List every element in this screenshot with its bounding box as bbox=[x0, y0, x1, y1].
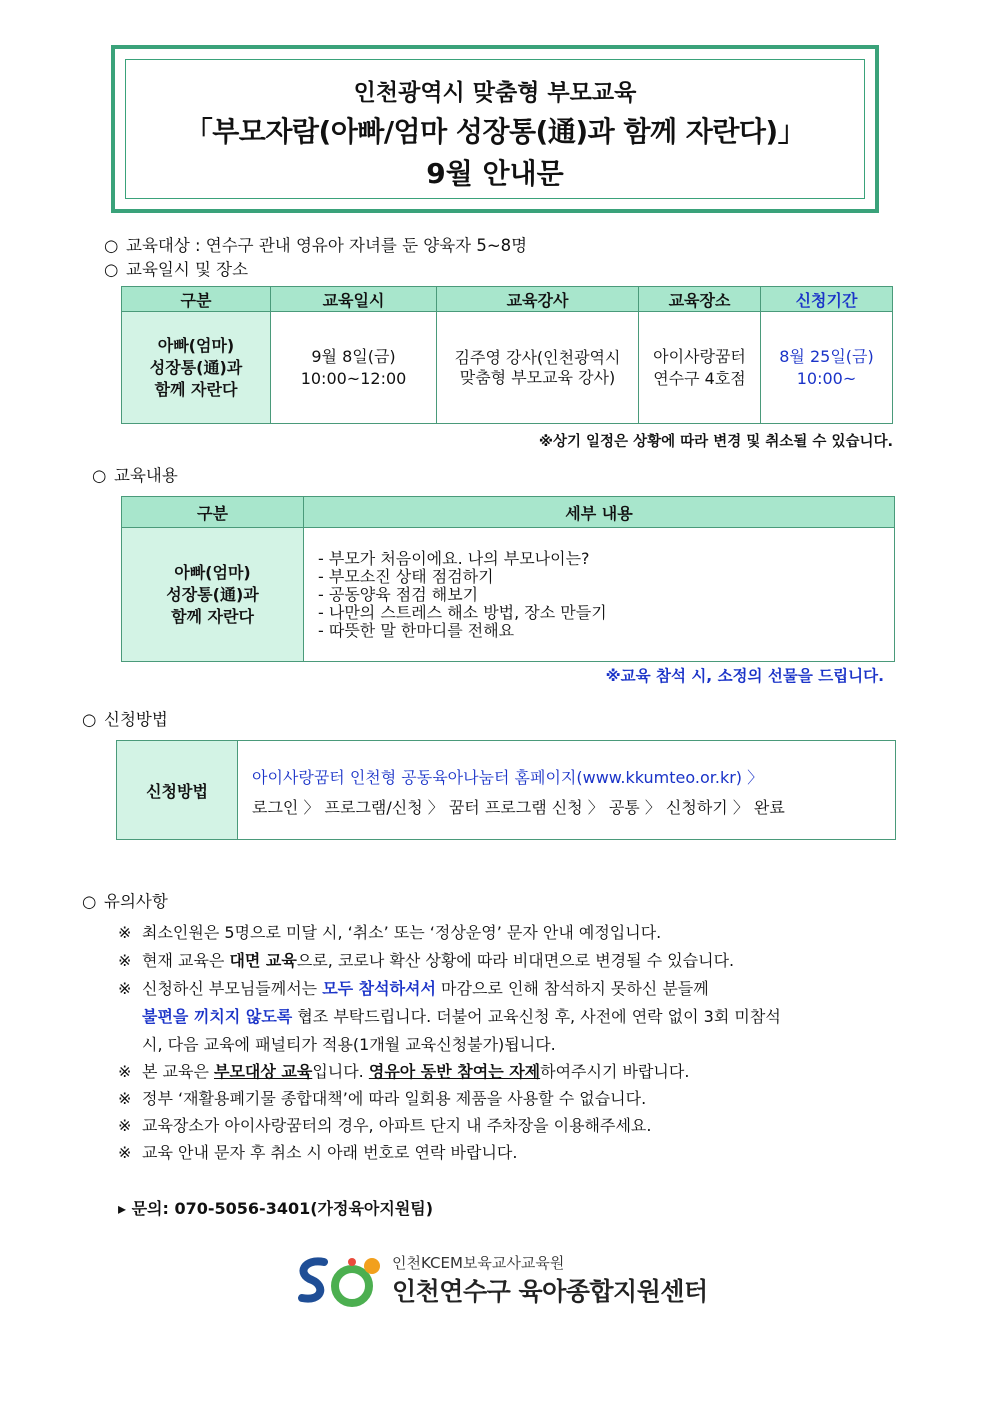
caution-item-3-cont: 불편을 끼치지 않도록 협조 부탁드립니다. 더불어 교육신청 후, 사전에 연락 없이 3회 미참석 bbox=[142, 1007, 781, 1026]
schedule-row bbox=[122, 312, 893, 424]
title-line-3: 9월 안내문 bbox=[426, 157, 564, 190]
header-category: 구분 bbox=[122, 287, 271, 312]
bullet-circle: ○ bbox=[92, 466, 107, 485]
contact-info: ▸ 문의: 070-5056-3401(가정육아지원팀) bbox=[118, 1199, 434, 1218]
title-inner-frame bbox=[125, 59, 865, 199]
content-item: - 따뜻한 말 한마디를 전해요 bbox=[318, 620, 515, 640]
content-row bbox=[122, 528, 895, 662]
logo-top-text: 인천KCEM보육교사교육원 bbox=[392, 1254, 565, 1272]
logo-mark-icon bbox=[294, 1252, 386, 1308]
content-heading: ○ 교육내용 bbox=[92, 466, 178, 485]
content-table bbox=[121, 496, 895, 662]
content-header-detail: 세부 내용 bbox=[304, 497, 895, 528]
caution-item-3: ※ 신청하신 부모님들께서는 모두 참석하셔서 마감으로 인해 참석하지 못하신 분들께 bbox=[118, 979, 709, 998]
caution-item-6: ※ 교육장소가 아이사랑꿈터의 경우, 아파트 단지 내 주차장을 이용해주세요. bbox=[118, 1116, 652, 1135]
content-header-row bbox=[122, 497, 895, 528]
apply-heading: ○ 신청방법 bbox=[82, 710, 168, 729]
content-item: - 부모가 처음이에요. 나의 부모나이는? bbox=[318, 548, 590, 568]
caution-heading: ○ 유의사항 bbox=[82, 892, 168, 911]
caution-item-1: ※ 최소인원은 5명으로 미달 시, ‘취소’ 또는 ‘정상운영’ 문자 안내 예정입니다. bbox=[118, 923, 662, 942]
title-box bbox=[111, 45, 879, 213]
apply-method-steps: 로그인 〉 프로그램/신청 〉 꿈터 프로그램 신청 〉 공통 〉 신청하기 〉 완료 bbox=[252, 798, 785, 817]
schedule-instructor-cell: 김주영 강사(인천광역시 맞춤형 부모교육 강사) bbox=[437, 312, 639, 424]
content-item: - 공동양육 점검 해보기 bbox=[318, 584, 479, 604]
title-line-2: 「부모자람(아빠/엄마 성장통(通)과 함께 자란다)」 bbox=[184, 115, 806, 148]
caution-item-2: ※ 현재 교육은 대면 교육으로, 코로나 확산 상황에 따라 비대면으로 변경될 수 있습니다. bbox=[118, 951, 735, 970]
content-header-category: 구분 bbox=[122, 497, 304, 528]
schedule-header-row bbox=[122, 287, 893, 312]
apply-method-link[interactable]: 아이사랑꿈터 인천형 공동육아나눔터 홈페이지(www.kkumteo.or.kr) 〉 bbox=[252, 768, 764, 787]
intro-target: ○ 교육대상 : 연수구 관내 영유아 자녀를 둔 양육자 5~8명 bbox=[104, 236, 528, 255]
apply-method-box bbox=[116, 740, 896, 840]
title-line-1: 인천광역시 맞춤형 부모교육 bbox=[353, 80, 637, 106]
schedule-table bbox=[121, 286, 893, 424]
content-item: - 부모소진 상태 점검하기 bbox=[318, 566, 494, 586]
schedule-apply-cell: 8월 25일(금) 10:00~ bbox=[761, 312, 893, 424]
header-apply-period: 신청기간 bbox=[761, 287, 893, 312]
schedule-place-cell: 아이사랑꿈터 연수구 4호점 bbox=[639, 312, 761, 424]
caution-item-5: ※ 정부 ‘재활용폐기물 종합대책’에 따라 일회용 제품을 사용할 수 없습니다. bbox=[118, 1089, 647, 1108]
content-category-cell: 아빠(엄마) 성장통(通)과 함께 자란다 bbox=[122, 528, 304, 662]
bullet-circle: ○ bbox=[104, 260, 119, 279]
content-detail-cell bbox=[304, 528, 895, 662]
header-instructor: 교육강사 bbox=[437, 287, 639, 312]
center-logo bbox=[294, 1252, 714, 1312]
header-date: 교육일시 bbox=[271, 287, 437, 312]
caution-item-3-cont2: 시, 다음 교육에 패널티가 적용(1개월 교육신청불가)됩니다. bbox=[142, 1035, 556, 1054]
content-note: ※교육 참석 시, 소정의 선물을 드립니다. bbox=[605, 667, 884, 685]
apply-method-label: 신청방법 bbox=[117, 741, 238, 839]
schedule-category-cell: 아빠(엄마) 성장통(通)과 함께 자란다 bbox=[122, 312, 271, 424]
intro-schedule-heading: ○ 교육일시 및 장소 bbox=[104, 260, 249, 279]
bullet-circle: ○ bbox=[82, 710, 97, 729]
caution-item-7: ※ 교육 안내 문자 후 취소 시 아래 번호로 연락 바랍니다. bbox=[118, 1143, 518, 1162]
header-place: 교육장소 bbox=[639, 287, 761, 312]
caution-item-4: ※ 본 교육은 부모대상 교육입니다. 영유아 동반 참여는 자제하여주시기 바랍니다. bbox=[118, 1062, 690, 1081]
schedule-date-cell: 9월 8일(금) 10:00~12:00 bbox=[271, 312, 437, 424]
schedule-note: ※상기 일정은 상황에 따라 변경 및 취소될 수 있습니다. bbox=[538, 434, 893, 450]
bullet-circle: ○ bbox=[82, 892, 97, 911]
content-item: - 나만의 스트레스 해소 방법, 장소 만들기 bbox=[318, 602, 607, 622]
bullet-circle: ○ bbox=[104, 236, 119, 255]
logo-main-text: 인천연수구 육아종합지원센터 bbox=[392, 1277, 708, 1306]
